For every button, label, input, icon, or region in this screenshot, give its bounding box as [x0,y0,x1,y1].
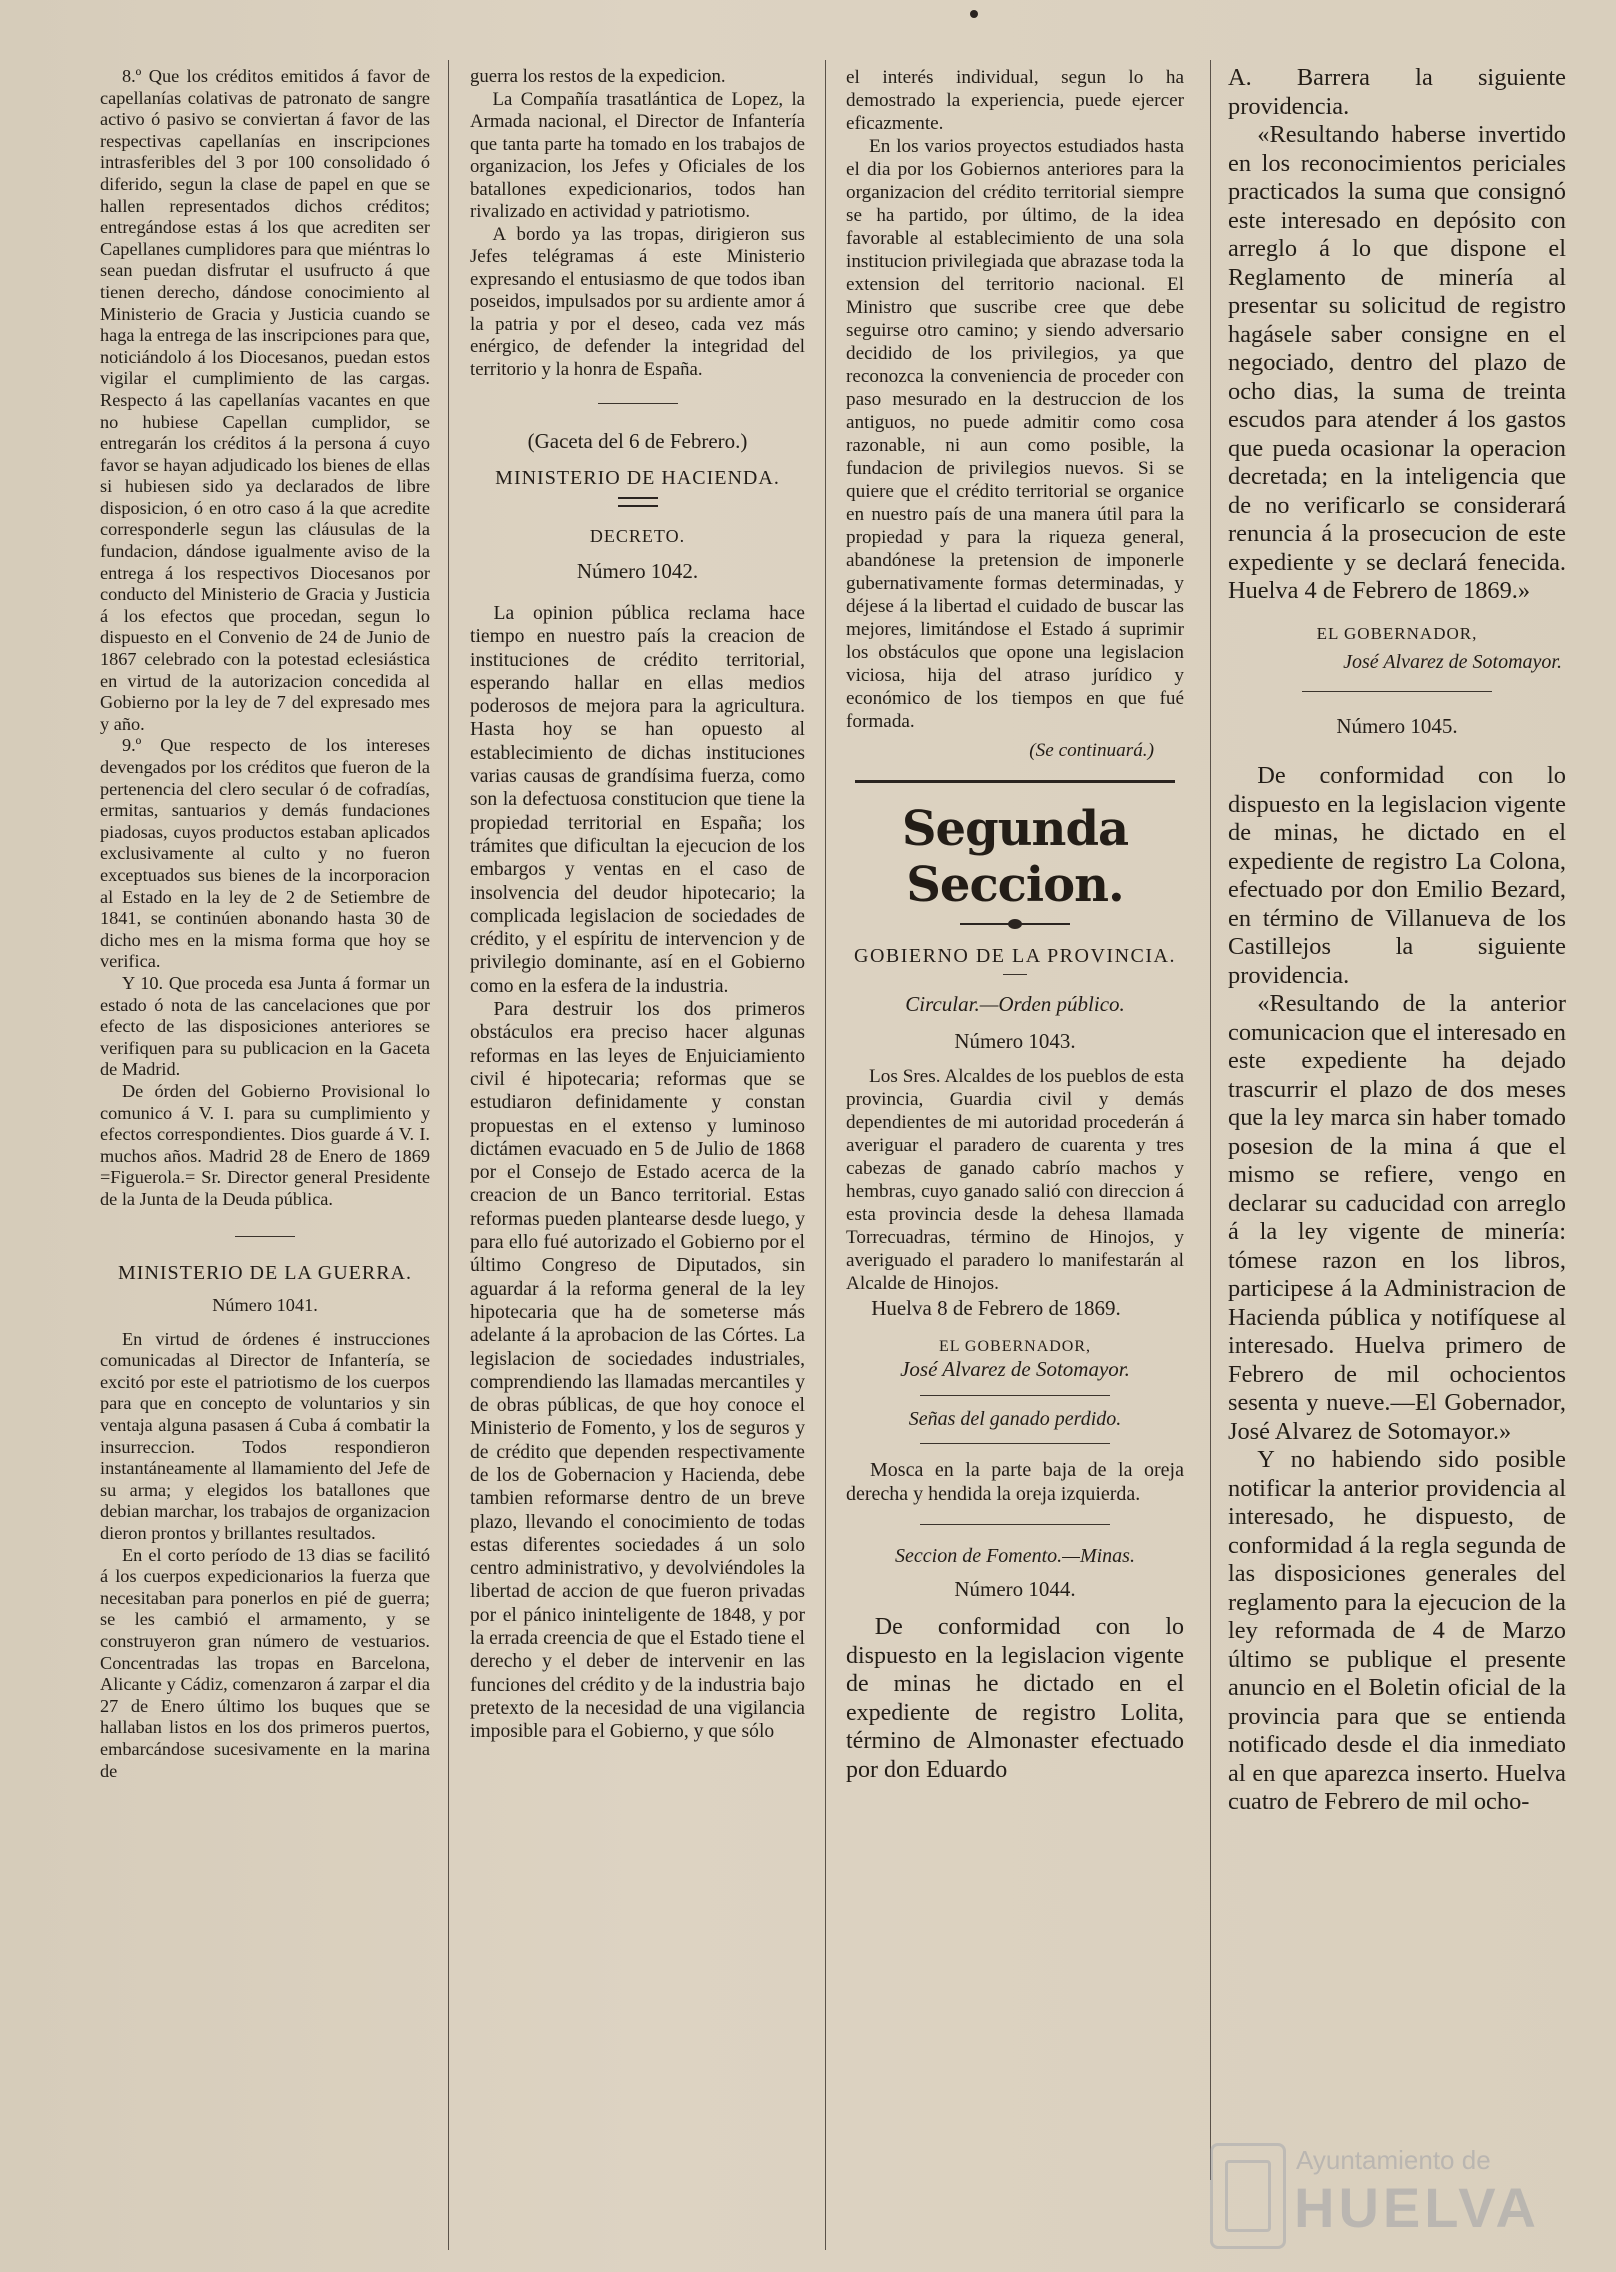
body-paragraph: En el corto período de 13 dias se facilitó á los cuerpos expedicionarios la fuerza que necesitaban para ponerlos en pié de guerra; se les cambió el armamento, y se construyeron gran número de vestuarios. Concentradas las tropas en Barcelona, Alicante y Cádiz, comenzaron á zarpar el dia 27 de Enero último los buques que se hallaban listos en los dos primeros puertos, embarcándose sucesivamente en la marina de [100,1544,430,1781]
ornament [960,919,1070,929]
body-paragraph: A. Barrera la siguiente providencia. [1228,64,1566,120]
body-paragraph: En virtud de órdenes é instrucciones comunicadas al Director de Infantería, se excitó por este el patriotismo de los cuerpos para que en concepto de voluntarios y sin ventaja alguna pasasen á Cuba á combatir la insurreccion. Todos respondieron instantáneamente al llamamiento del Jefe de su arma; y elegidos los batallones que debian marchar, los trabajos de organizacion dieron prontos y brillantes resultados. [100,1328,430,1543]
senas-heading: Señas del ganado perdido. [908,1408,1122,1430]
column-1 [100,66,430,1782]
governor-name: José Alvarez de Sotomayor. [1343,651,1562,673]
number-heading: Número 1045. [1336,713,1458,738]
section-rule [855,780,1175,783]
body-paragraph: Los Sres. Alcaldes de los pueblos de esta provincia, Guardia civil y demás dependientes de mi autoridad procederán á averiguar el paradero de cuarenta y tres cabezas de ganado cabrío machos y hembras, cuyo ganado salió con direccion á esta provincia desde la dehesa llamada Torrecuadras, término de Hinojos, y averiguado el paradero lo manifestarán al Alcalde de Hinojos. [846,1066,1184,1294]
double-rule [618,497,658,507]
divider [920,1443,1110,1444]
body-paragraph: De conformidad con lo dispuesto en la legislacion vigente de minas, he dictado en el expediente de registro La Colona, efectuado por don Emilio Bezard, en término de Villanueva de los Castillejos la siguiente providencia. [1228,762,1566,989]
circular-heading: Circular.—Orden público. [905,992,1125,1016]
body-paragraph: el interés individual, segun lo ha demostrado la experiencia, puede ejercer eficazmente. [846,67,1184,134]
body-paragraph: guerra los restos de la expedicion. [470,66,726,87]
closing-paragraph: De órden del Gobierno Provisional lo comunico á V. I. para su cumplimiento y efectos correspondientes. Dios guarde á V. I. muchos años. Madrid 28 de Enero de 1869 =Figuerola.= Sr. Director general Presidente de la Junta de la Deuda pública. [100,1080,430,1209]
watermark [1210,2135,1580,2255]
ministry-heading: MINISTERIO DE HACIENDA. [495,466,780,489]
decree-heading: DECRETO. [589,526,686,546]
continued-note: (Se continuará.) [1029,740,1154,761]
body-paragraph: «Resultando haberse invertido en los reconocimientos periciales practicados la suma que consignó este interesado en depósito con arreglo á lo que dispone el Reglamento de minería al presentar su solicitud de registro hagásele saber consigne en el negociado, dentro del plazo de ocho dias, la suma de treinta escudos para atender á los gastos que pueda ocasionar la operacion decretada; en la inteligencia que de no verificarlo se considerará renuncia á la prosecucion de este expediente y se declará fenecida. Huelva 4 de Febrero de 1869.» [1228,121,1566,604]
body-paragraph: La opinion pública reclama hace tiempo en nuestro país la creacion de instituciones de crédito territorial, esperando hallar en ellas medios poderosos de mejora para la agricultura. Hasta hoy se han opuesto al establecimiento de dichas instituciones varias causas de grandísima fuerza, como son la defectuosa constitucion que tiene la propiedad territorial en España; los trámites que dificultan la ejecucion de los embargos y ventas en el caso de insolvencia del deudor hipotecario; la complicada legislacion de sociedades de crédito, y el espíritu de intervencion y de privilegio dominante, así en el Gobierno como en la esfera de la industria. [470,603,805,997]
column-3 [846,66,1184,1784]
divider [920,1395,1110,1396]
column-2 [470,66,805,1744]
column-rule [1210,60,1211,2180]
date-line: Huelva 8 de Febrero de 1869. [871,1296,1121,1320]
body-paragraph: De conformidad con lo dispuesto en la legislacion vigente de minas he dictado en el expediente de registro Lolita, término de Almonaster efectuado por don Eduardo [846,1614,1184,1783]
watermark-line2: HUELVA [1294,2176,1540,2239]
governor-title: EL GOBERNADOR, [938,1338,1092,1355]
article-9: 9.º Que respecto de los intereses devengados por los créditos que fueron de la pertenencia del clero secular ó de cofradías, ermitas, santuarios y demás fundaciones piadosas, cuyos productos estaban aplicados exclusivamente al culto y no fueron exceptuados sus bienes de la incorporacion al Estado en la ley de 2 de Setiembre de 1841, se continúen abonando hasta 30 de dicho mes en la misma forma que hoy se verifica. [100,735,430,972]
column-rule [825,60,826,2250]
column-rule [448,60,449,2250]
number-heading: Número 1041. [212,1295,318,1316]
article-10: Y 10. Que proceda esa Junta á formar un estado ó nota de las cancelaciones que por efecto de las disposiciones anteriores se verifiquen para su publicacion en la Gaceta de Madrid. [100,972,430,1080]
watermark-line1: Ayuntamiento de [1296,2145,1491,2175]
fomento-heading: Seccion de Fomento.—Minas. [895,1545,1135,1567]
number-heading: Número 1042. [576,558,699,583]
divider [235,1236,295,1237]
body-paragraph: La Compañía trasatlántica de Lopez, la Armada nacional, el Director de Infantería que tanta parte ha tomado en los trabajos de organizacion, los Jefes y Oficiales de los batallones expedicionarios, todos han rivalizado en actividad y patriotismo. [470,88,805,222]
body-paragraph: «Resultando de la anterior comunicacion que el interesado en este expediente ha dejado trascurrir el plazo de dos meses que la ley marca sin haber tomado posesion de la mina á que el mismo se refiere, vengo en declarar su caducidad con arreglo á la ley vigente de minería: tómese razon en los libros, participese á la Administracion de Hacienda pública y notifíquese al interesado. Huelva primero de Febrero de mil ochocientos sesenta y nueve.—El Gobernador, José Alvarez de Sotomayor.» [1228,990,1566,1445]
article-8: 8.º Que los créditos emitidos á favor de capellanías colativas de patronato de sangre activo ó pasivo se conviertan á favor de las respectivas capellanías en inscripciones intrasferibles del 3 por 100 consolidado ó diferido, segun la clase de papel en que se hallen representados dichos créditos; entregándose estas á los que acrediten ser Capellanes cumplidores para que miéntras lo sean puedan disfrutar el usufructo á que tienen derecho, dándose conocimiento al Ministerio de Gracia y Justicia cuando se haga la entrega de las inscripciones para que, noticiándolo á los Diocesanos, puedan estos vigilar el cumplimiento de las cargas. Respecto á las capellanías vacantes en que no hubiese Capellan cumplidor, se entregarán los créditos á la persona á cuyo favor se hayan adjudicado los bienes de ellas si hubiesen sido ya declarados de libre disposicion, ó en otro caso á la que acredite corresponderle segun las cláusulas de la fundacion, dándose igualmente aviso de la entrega á los respectivos Diocesanos por conducto del Ministerio de Gracia y Justicia á los efectos que procedan, segun lo dispuesto en el Convenio de 24 de Junio de 1867 celebrado con la potestad eclesiástica en virtud de la autorizacion concedida al Gobierno por la ley de 7 del expresado mes y año. [100,66,430,734]
gobierno-heading: GOBIERNO DE LA PROVINCIA. [854,945,1176,967]
section-title: Segunda Seccion. [901,801,1129,913]
governor-title: EL GOBERNADOR, [1316,623,1478,643]
body-paragraph: A bordo ya las tropas, dirigieron sus Jefes telégramas á este Ministerio expresando el entusiasmo de que todos iban poseidos, impulsados por su ardiente amor á la patria y por el deseo, cada vez más enérgico, de defender la integridad del territorio y la honra de España. [470,223,805,380]
body-paragraph: Y no habiendo sido posible notificar la anterior providencia al interesado, he dispuesto, de conformidad á la regla segunda de las disposiciones generales del reglamento para la ejecucion de la ley reformada de 4 de Marzo último se publique el presente anuncio en el Boletin oficial de la provincia para que se entienda notificado desde el dia inmediato al en que aparezca inserto. Huelva cuatro de Febrero de mil ocho- [1228,1446,1566,1815]
divider [598,403,678,404]
body-paragraph: En los varios proyectos estudiados hasta el dia por los Gobiernos anteriores para la organizacion del crédito territorial siempre se ha partido, por último, de la idea favorable al establecimiento de una sola institucion privilegiada que abrazase toda la extension del territorio nacional. El Ministro que suscribe cree que debe seguirse otro camino; y siendo adversario decidido de los privilegios, ya que reconozca la conveniencia de proceder con paso mesurado en la destruccion de los antiguos, no puede admitir como cosa razonable, ni aun como posible, la fundacion de privilegios nuevos. Si se quiere que el crédito territorial se organice en nuestro país de una manera útil para la propiedad y para la riqueza general, abandónese la pretension de imponerle gubernativamente formas determinadas, y déjese á la libertad el cuidado de buscar las mejores, limitándose el Estado á suprimir los obstáculos que opone una legislacion viciosa, hija del atraso jurídico y económico de los tiempos en que fué formada. [846,136,1184,732]
body-paragraph: Mosca en la parte baja de la oreja derecha y hendida la oreja izquierda. [846,1459,1184,1505]
gaceta-heading: (Gaceta del 6 de Febrero.) [527,429,748,453]
number-heading: Número 1044. [954,1577,1076,1601]
ministry-heading: MINISTERIO DE LA GUERRA. [118,1262,412,1285]
body-paragraph: Para destruir los dos primeros obstáculos era preciso hacer algunas reformas en las leyes de Enjuiciamiento civil é hipotecaria; reformas que se estudiaron definidamente y constan propuestas en el extenso y luminoso dictámen evacuado en 5 de Julio de 1868 por el Consejo de Estado acerca de la creacion de un Banco territorial. Estas reformas pueden plantearse desde luego, y para ello fué autorizado el Gobierno por el último Congreso de Diputados, sin aguardar á la reforma general de la ley hipotecaria que ha de someterse más adelante á la aprobacion de las Córtes. La legislacion de sociedades industriales, comprendiendo las llamadas mercantiles y de obras públicas, de que hoy conoce el Ministerio de Fomento, y los de seguros y de crédito que dependen respectivamente de los de Gobernacion y Hacienda, debe tambien reformarse dentro de un breve plazo, llevando el conocimiento de todas estas diferentes sociedades á un solo centro administrativo, y devolviéndoles la libertad de accion de que fueron privadas por el pánico ininteligente de 1848, y por la errada creencia de que el Estado tiene el derecho y el deber de intervenir en las funciones del crédito y de la industria bajo pretexto de la necesidad de una vigilancia imposible para el Gobierno, y que sólo [470,999,805,1743]
divider [1003,974,1027,975]
divider [1302,691,1492,692]
page-mark [970,10,978,18]
governor-name: José Alvarez de Sotomayor. [900,1357,1130,1381]
coat-of-arms-icon [1210,2143,1286,2249]
divider [920,1524,1110,1525]
column-4 [1228,64,1566,1817]
number-heading: Número 1043. [954,1029,1076,1053]
